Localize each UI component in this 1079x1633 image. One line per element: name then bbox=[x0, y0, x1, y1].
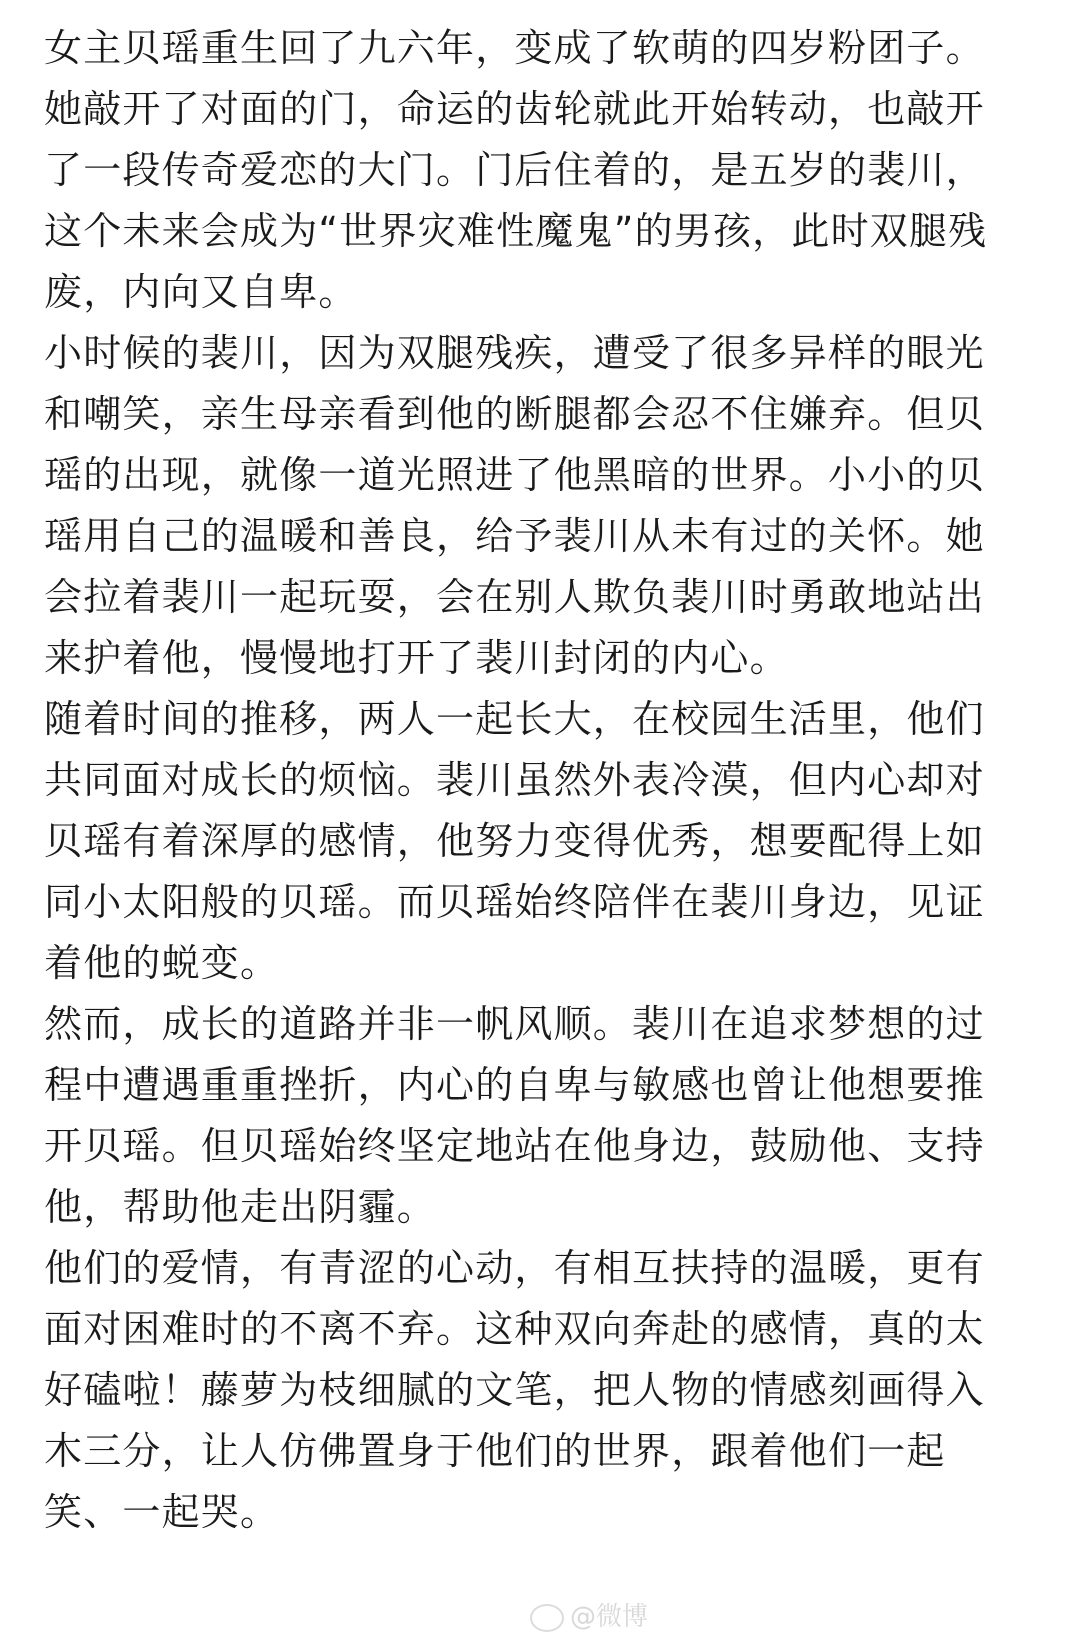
article-paragraph-2: 小时候的裴川，因为双腿残疾，遭受了很多异样的眼光和嘲笑，亲生母亲看到他的断腿都会忍不住嫌弃。但贝瑶的出现，就像一道光照进了他黑暗的世界。小小的贝瑶用自己的温暖和善良，给予裴川从未有过的关怀。她会拉着裴川一起玩耍，会在别人欺负裴川时勇敢地站出来护着他，慢慢地打开了裴川封闭的内心。 bbox=[44, 331, 985, 680]
article-paragraph-4: 然而，成长的道路并非一帆风顺。裴川在追求梦想的过程中遭遇重重挫折，内心的自卑与敏感也曾让他想要推开贝瑶。但贝瑶始终坚定地站在他身边，鼓励他、支持他，帮助他走出阴霾。 bbox=[44, 1002, 985, 1229]
article-paragraph-3: 随着时间的推移，两人一起长大，在校园生活里，他们共同面对成长的烦恼。裴川虽然外表冷漠，但内心却对贝瑶有着深厚的感情，他努力变得优秀，想要配得上如同小太阳般的贝瑶。而贝瑶始终陪伴在裴川身边，见证着他的蜕变。 bbox=[44, 697, 985, 985]
article-paragraph-5: 他们的爱情，有青涩的心动，有相互扶持的温暖，更有面对困难时的不离不弃。这种双向奔赴的感情，真的太好磕啦！藤萝为枝细腻的文笔，把人物的情感刻画得入木三分，让人仿佛置身于他们的世界，跟着他们一起笑、一起哭。 bbox=[44, 1246, 985, 1534]
article-paragraph-1: 女主贝瑶重生回了九六年，变成了软萌的四岁粉团子。她敲开了对面的门，命运的齿轮就此开始转动，也敲开了一段传奇爱恋的大门。门后住着的，是五岁的裴川，这个未来会成为“世界灾难性魔鬼”的男孩，此时双腿残废，内向又自卑。 bbox=[44, 26, 988, 314]
weibo-logo-icon bbox=[530, 1604, 564, 1632]
watermark-text: @微博 bbox=[570, 1602, 649, 1632]
watermark bbox=[530, 1596, 648, 1633]
article-body bbox=[44, 18, 1014, 1543]
